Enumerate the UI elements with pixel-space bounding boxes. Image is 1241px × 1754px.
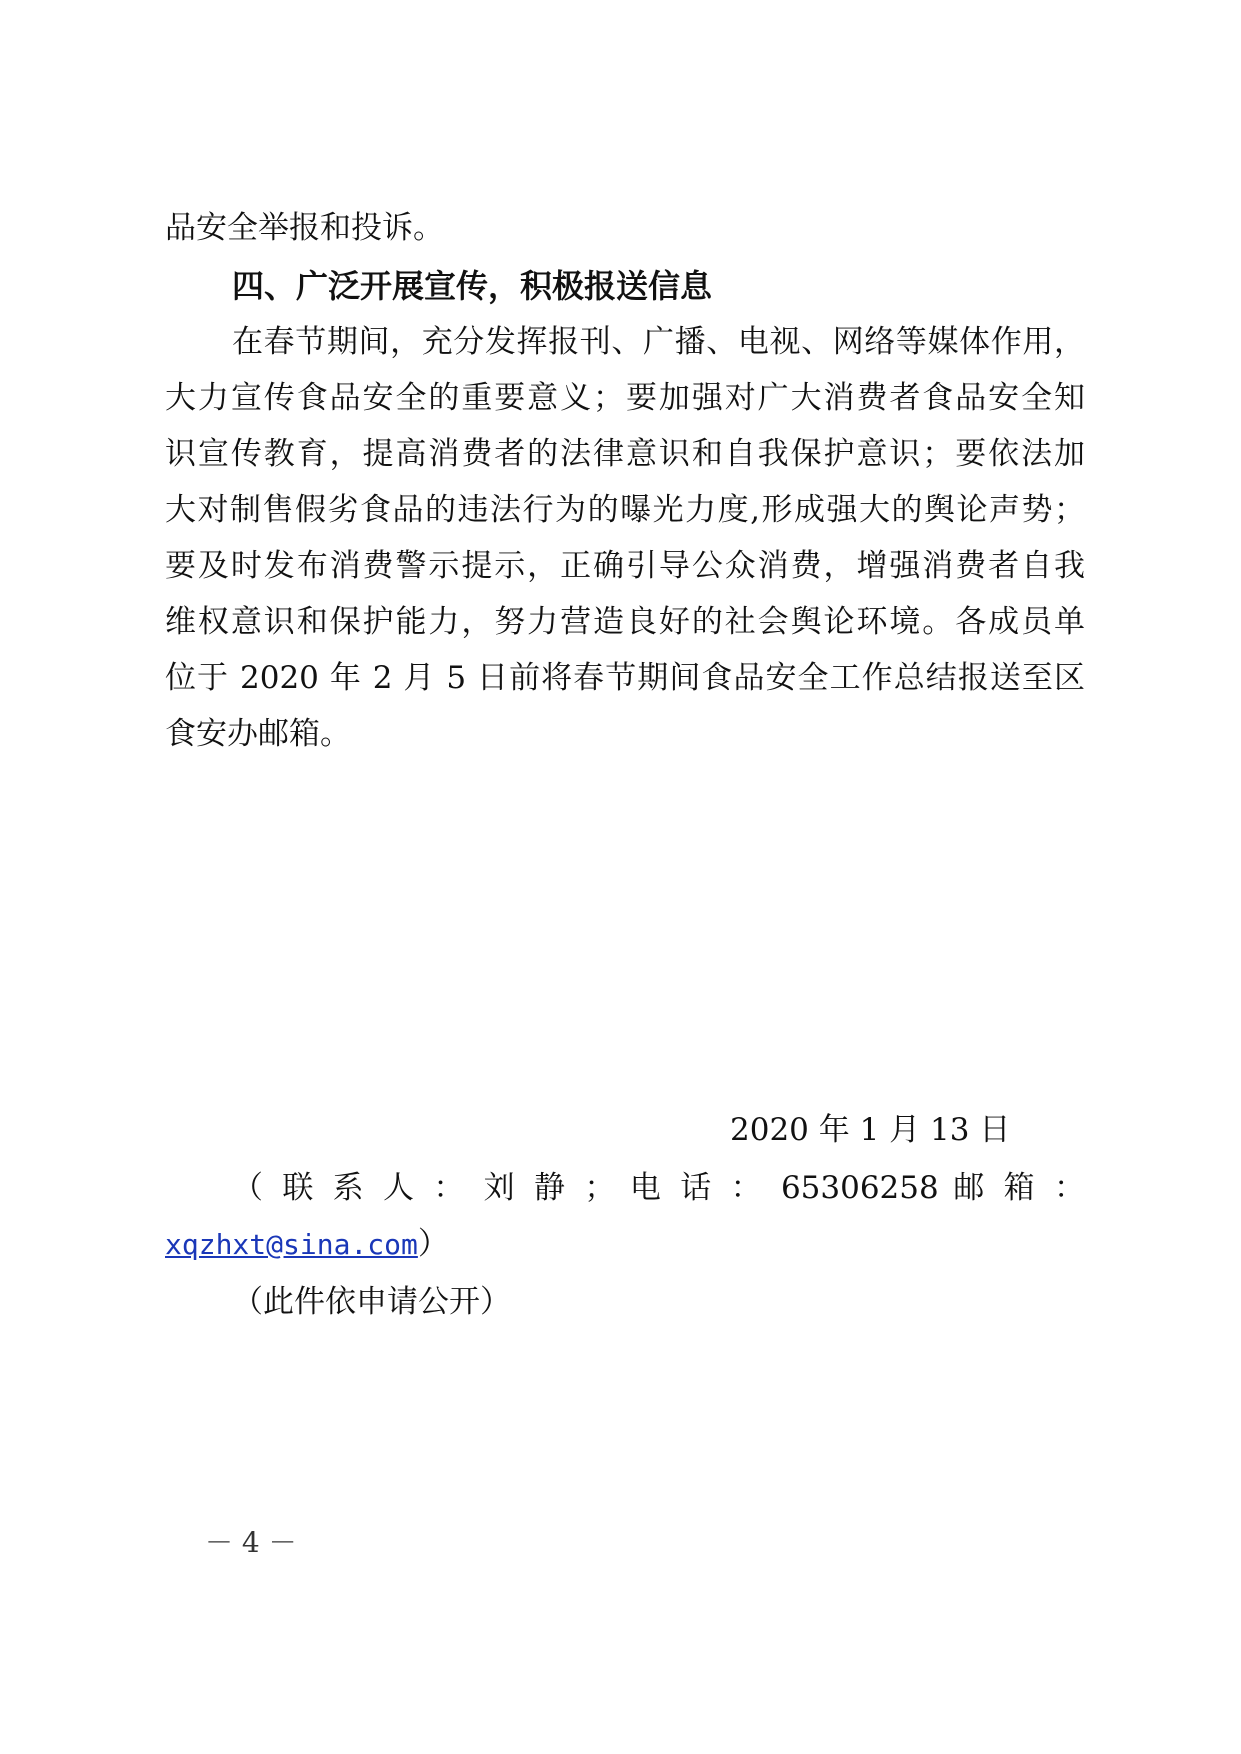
paragraph-line-7: 位于 2020 年 2 月 5 日前将春节期间食品安全工作总结报送至区 — [165, 660, 1085, 696]
email-line — [165, 1224, 1085, 1265]
carryover-text-line: 品安全举报和投诉。 — [165, 210, 444, 246]
contact-line: （ 联 系 人 ： 刘 静 ； 电 话 ： 65306258 邮 箱 ： — [232, 1170, 1085, 1206]
section-heading: 四、广泛开展宣传，积极报送信息 — [232, 267, 713, 305]
paragraph-line-6: 维权意识和保护能力，努力营造良好的社会舆论环境。各成员单 — [165, 604, 1085, 640]
paragraph-line-4: 大对制售假劣食品的违法行为的曝光力度,形成强大的舆论声势； — [165, 492, 1085, 528]
paragraph-line-3: 识宣传教育，提高消费者的法律意识和自我保护意识；要依法加 — [165, 436, 1085, 472]
paragraph-line-5: 要及时发布消费警示提示，正确引导公众消费，增强消费者自我 — [165, 548, 1085, 584]
document-date: 2020 年 1 月 13 日 — [730, 1112, 1011, 1148]
paragraph-line-8: 食安办邮箱。 — [165, 716, 351, 752]
disclosure-note: （此件依申请公开） — [232, 1284, 511, 1320]
paragraph-line-1: 在春节期间，充分发挥报刊、广播、电视、网络等媒体作用， — [232, 324, 1085, 360]
email-link[interactable]: xqzhxt@sina.com — [165, 1228, 418, 1261]
paragraph-line-2: 大力宣传食品安全的重要意义；要加强对广大消费者食品安全知 — [165, 380, 1085, 416]
email-close-paren: ） — [417, 1226, 449, 1262]
page-number: － 4 － — [205, 1526, 297, 1559]
